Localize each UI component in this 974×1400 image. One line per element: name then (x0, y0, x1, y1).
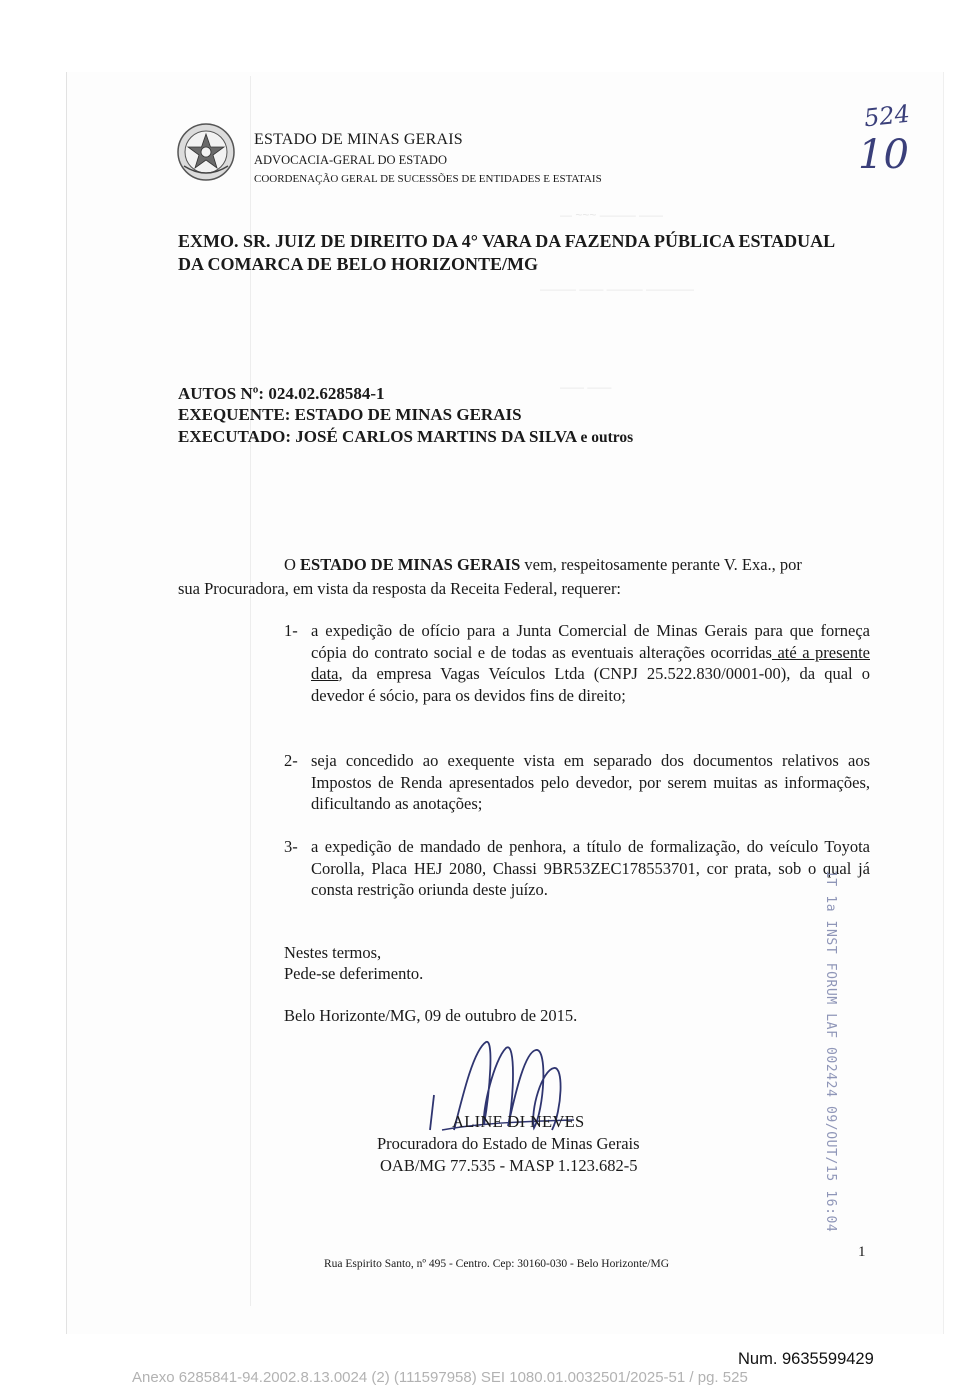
executado-label: EXECUTADO: (178, 427, 292, 446)
request-item-text: seja concedido ao exequente vista em separado dos documentos relativos aos Impostos de Renda apresentados pelo devedor, por serem muitas as informações, dificultando as anotações; (311, 751, 870, 813)
executado-suffix: e outros (580, 429, 634, 446)
ghost-text: ——— —— ——— ———— (540, 282, 695, 296)
document-id-number: Num. 9635599429 (738, 1350, 874, 1368)
case-exequente (178, 405, 522, 425)
state-coat-of-arms-icon (176, 122, 236, 182)
executado-value: JOSÉ CARLOS MARTINS DA SILVA (295, 427, 577, 446)
ghost-text: —— —— (560, 380, 612, 394)
addressee-line-1: EXMO. SR. JUIZ DE DIREITO DA 4° VARA DA FAZENDA PÚBLICA ESTADUAL (178, 231, 836, 251)
case-number-value: 024.02.628584-1 (268, 384, 385, 403)
handwritten-page-number: 524 (862, 99, 912, 133)
closing-line-2: Pede-se deferimento. (284, 964, 424, 983)
ghost-text: — ~~~ ——— —— (560, 208, 664, 222)
signatory-role: Procuradora do Estado de Minas Gerais (377, 1134, 640, 1153)
handwritten-page-number-secondary: 10 (858, 132, 909, 178)
exequente-label: EXEQUENTE: (178, 405, 291, 424)
header-state-name: ESTADO DE MINAS GERAIS (254, 131, 463, 148)
date-line: Belo Horizonte/MG, 09 de outubro de 2015. (284, 1006, 578, 1025)
intro-paragraph-line-1: O ESTADO DE MINAS GERAIS vem, respeitosamente perante V. Exa., por (284, 555, 802, 574)
case-number (178, 384, 384, 404)
exequente-value: ESTADO DE MINAS GERAIS (294, 405, 522, 424)
annex-reference: Anexo 6285841-94.2002.8.13.0024 (2) (111597958) SEI 1080.01.0032501/2025-51 / pg. 525 (132, 1369, 748, 1386)
request-item-number: 3- (284, 837, 298, 856)
underlined-phrase: até a presente data (311, 642, 870, 683)
closing-line-1: Nestes termos, (284, 943, 382, 962)
case-number-label: AUTOS Nº: (178, 384, 265, 403)
intro-bold-party: ESTADO DE MINAS GERAIS (300, 555, 521, 574)
header-coordination: COORDENAÇÃO GERAL DE SUCESSÕES DE ENTIDADES E ESTATAIS (254, 173, 602, 185)
signatory-name: ALINE DI NEVES (452, 1112, 585, 1131)
request-item-number: 2- (284, 751, 298, 770)
request-item-text: a expedição de ofício para a Junta Comercial de Minas Gerais para que forneça cópia do contrato social e de todas as eventuais alterações ocorridas até a presente data, da empresa Vagas Veículos Ltda (CNPJ 25.522.830/0001-00), da qual o devedor é sócio, para os devidos fins de direito; (311, 621, 870, 705)
footer-page-number: 1 (858, 1244, 866, 1260)
request-item-number: 1- (284, 621, 298, 640)
protocol-stamp: 1T 1a INST FORUM LAF 002424 09/OUT/15 16:04 (823, 870, 838, 1233)
case-executado (178, 427, 633, 447)
header-agency: ADVOCACIA-GERAL DO ESTADO (254, 153, 447, 167)
footer-address: Rua Espirito Santo, nº 495 - Centro. Cep: 30160-030 - Belo Horizonte/MG (324, 1258, 670, 1270)
signatory-registration: OAB/MG 77.535 - MASP 1.123.682-5 (380, 1156, 638, 1175)
intro-paragraph-line-2: sua Procuradora, em vista da resposta da Receita Federal, requerer: (178, 579, 622, 598)
addressee-line-2: DA COMARCA DE BELO HORIZONTE/MG (178, 254, 539, 274)
handwritten-signature-icon (424, 1030, 584, 1150)
request-item-text: a expedição de mandado de penhora, a título de formalização, do veículo Toyota Corolla, Placa HEJ 2080, Chassi 9BR53ZEC178553701, cor prata, sob o qual já consta restrição oriunda deste juízo. (311, 837, 870, 899)
